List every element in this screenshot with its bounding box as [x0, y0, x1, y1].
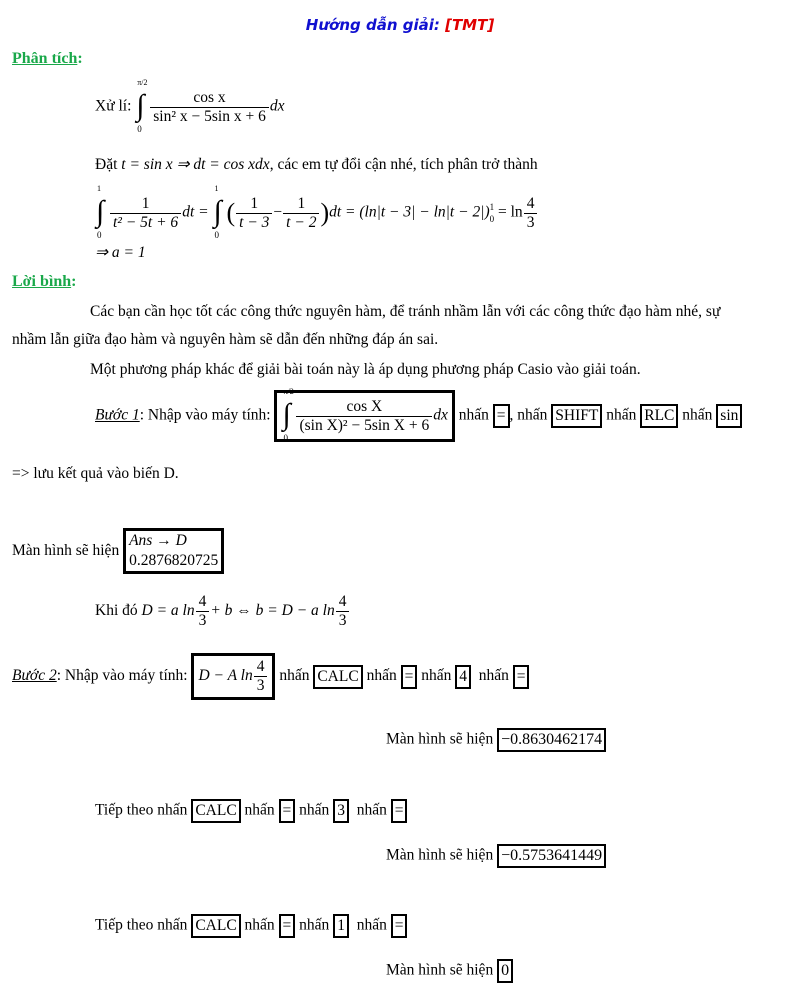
substitution-math: t = sin x ⇒ dt = cos xdx — [121, 156, 270, 173]
round-3-line: Tiếp theo nhấn CALC nhấn = nhấn 1 nhấn = — [95, 914, 407, 938]
key-digit: 3 — [333, 799, 349, 823]
store-text: => lưu kết quả vào biến D. — [12, 465, 179, 482]
dx: dx — [269, 97, 285, 115]
screen-line1: Ans → D — [129, 532, 187, 549]
key-equals: = — [391, 914, 408, 938]
substitution-suffix: , các em tự đổi cận nhé, tích phân trở thành — [269, 156, 538, 173]
step1-intro: : Nhập vào máy tính: — [139, 406, 271, 424]
comment-heading-colon: : — [71, 273, 77, 290]
key-equals: = — [513, 665, 530, 689]
analysis-heading — [12, 50, 83, 68]
substitution-line — [95, 155, 538, 174]
step1-line: Bước 1: Nhập vào máy tính: π/2 ∫ 0 $\frac{\text{cos X}}{\text{(sin X)² − 5sin X + 6}}$ dx nhấn = , nhấn SHIFT nhấn RLC nhấn sin — [95, 390, 742, 442]
handle-label: Xử lí: — [95, 97, 132, 115]
title-tag: [TMT] — [445, 16, 495, 34]
comment-heading — [12, 273, 76, 291]
key-equals: = — [493, 404, 510, 428]
screen-label: Màn hình sẽ hiện — [12, 542, 120, 559]
step2-line: Bước 2: Nhập vào máy tính: D − A ln $\frac{4}{3}$ nhấn CALC nhấn = nhấn 4 nhấn = — [12, 653, 529, 700]
then-line: Khi đó D = a ln $\frac{4}{3}$ + b ⇔ b = D − a ln $\frac{4}{3}$ — [95, 593, 350, 630]
step2-calc-input: D − A ln $\frac{4}{3}$ — [191, 653, 275, 700]
step1-screen — [12, 528, 224, 574]
key-rlc: RLC — [640, 404, 678, 428]
screen-line2: 0.2876820725 — [129, 552, 219, 569]
analysis-heading-text: Phân tích — [12, 50, 78, 67]
step2-intro: : Nhập vào máy tính: — [56, 667, 188, 685]
round-2-line: Tiếp theo nhấn CALC nhấn = nhấn 3 nhấn = — [95, 799, 407, 823]
integral-sign: π/2 ∫ 0 — [136, 78, 148, 134]
key-calc: CALC — [191, 914, 240, 938]
key-sin: sin — [716, 404, 742, 428]
result-1: Màn hình sẽ hiện −0.8630462174 — [386, 728, 606, 752]
comment-para1-line2: nhầm lẫn giữa đạo hàm và nguyên hàm sẽ dẫn đến những đáp án sai. — [12, 331, 439, 348]
step2-label: Bước 2 — [12, 667, 57, 685]
key-equals: = — [391, 799, 408, 823]
result-screen: 0 — [497, 959, 513, 983]
integrand-fraction: $\frac{\text{cos x}}{\text{sin² x − 5sin x + 6}}$ — [150, 89, 269, 126]
result-3: Màn hình sẽ hiện 0 — [386, 959, 513, 983]
key-calc: CALC — [313, 665, 362, 689]
title-main: Hướng dẫn giải: — [305, 16, 446, 34]
step1-label: Bước 1 — [95, 406, 140, 424]
page-title — [0, 16, 800, 34]
key-equals: = — [279, 914, 296, 938]
result-screen: −0.5753641449 — [497, 844, 606, 868]
key-calc: CALC — [191, 799, 240, 823]
key-equals: = — [401, 665, 418, 689]
calc-screen — [123, 528, 224, 574]
key-shift: SHIFT — [551, 404, 602, 428]
integral-2: 1 ∫ 0 $\frac{1}{\text{t² − 5t + 6}}$ dt = 1 ∫ 0 ( $\frac{1}{t - 3}$ − $\frac{1}{t - 2}$ )dt = (ln|t − 3| − ln|t − 2|) 1 0 = ln $\frac{4}{3}$ — [95, 192, 538, 234]
result-screen: −0.8630462174 — [497, 728, 606, 752]
key-equals: = — [279, 799, 296, 823]
conclusion: ⇒ a = 1 — [95, 244, 146, 261]
integral-1 — [95, 78, 285, 134]
analysis-heading-colon: : — [77, 50, 83, 67]
key-digit: 1 — [333, 914, 349, 938]
key-digit: 4 — [455, 665, 471, 689]
substitution-prefix: Đặt — [95, 156, 122, 173]
result-2: Màn hình sẽ hiện −0.5753641449 — [386, 844, 606, 868]
comment-heading-text: Lời bình — [12, 273, 72, 290]
comment-para1-line1: Các bạn cần học tốt các công thức nguyên hàm, để tránh nhầm lẫn với các công thức đạo hàm nhé, sự — [90, 303, 721, 320]
step1-calc-input: π/2 ∫ 0 $\frac{\text{cos X}}{\text{(sin X)² − 5sin X + 6}}$ dx — [274, 390, 454, 442]
comment-para2: Một phương pháp khác để giải bài toán này là áp dụng phương pháp Casio vào giải toán. — [90, 361, 641, 378]
